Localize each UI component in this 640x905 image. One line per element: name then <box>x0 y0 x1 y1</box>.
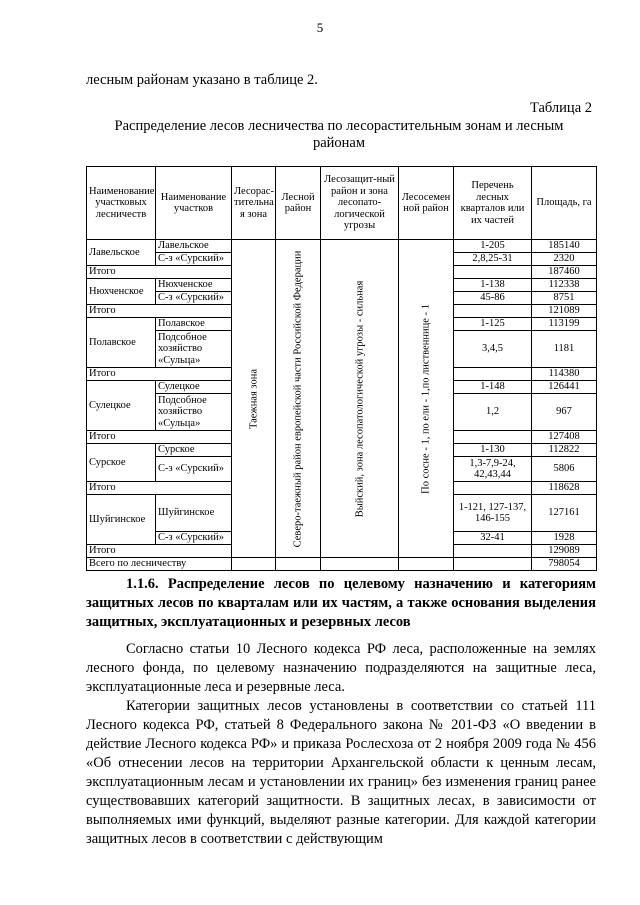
quarters: 1-205 <box>454 240 532 253</box>
header-protect: Лесозащит-ный район и зона лесопато-логической угрозы <box>321 167 399 240</box>
area: 112338 <box>532 279 597 292</box>
protect-cell <box>321 240 399 558</box>
page-number: 5 <box>316 20 324 35</box>
header-plot: Наименование участков <box>156 167 232 240</box>
header-region: Лесной район <box>276 167 321 240</box>
header-seed: Лесосемен ной район <box>399 167 454 240</box>
table-caption: Таблица 2 <box>529 100 592 116</box>
plot-name: Нюхченское <box>156 279 232 292</box>
area: 967 <box>532 394 597 431</box>
quarters <box>454 545 532 558</box>
intro-line: лесным районам указано в таблице 2. <box>86 72 318 88</box>
seed-cell <box>399 240 454 558</box>
table-title: Распределение лесов лесничества по лесорастительным зонам и лесным районам <box>114 118 564 151</box>
plot-name: Подсобное хозяйство «Сульца» <box>156 394 232 431</box>
quarters: 1-130 <box>454 444 532 457</box>
area: 1928 <box>532 532 597 545</box>
protect-text: Выйский, зона лесопатологической угрозы - сильная <box>353 280 365 517</box>
subtotal-area: 114380 <box>532 368 597 381</box>
paragraph: Категории защитных лесов установлены в соответствии со статьей 111 Лесного кодекса РФ, статьей 8 Федерального закона № 201-ФЗ «О введении в действие Лесного кодекса РФ» и приказа Рослесхоза от 2 ноября 2009 года № 456 «Об отнесении лесов на территории Архангельской области к ценным лесам, эксплуатационным лесам и установлении их границ» без изменения границ ранее существовавших категорий защитности. В защитных лесах, в зависимости от выполняемых ими функций, выделяют разные категории. Для каждой категории защитных лесов в соответствии с действующим <box>86 698 596 847</box>
header-forestry: Наименование участковых лесничеств <box>87 167 156 240</box>
subtotal-area: 121089 <box>532 305 597 318</box>
empty-cell <box>232 558 276 571</box>
plot-name: Сурское <box>156 444 232 457</box>
quarters <box>454 368 532 381</box>
grand-total-label: Всего по лесничеству <box>87 558 232 571</box>
forestry-name: Лавельское <box>87 240 156 266</box>
plot-name: Подсобное хозяйство «Сульца» <box>156 331 232 368</box>
subtotal-label: Итого <box>87 266 232 279</box>
grand-total-row <box>87 558 597 571</box>
quarters: 1,2 <box>454 394 532 431</box>
area: 2320 <box>532 253 597 266</box>
empty-cell <box>454 558 532 571</box>
paragraph: Согласно статьи 10 Лесного кодекса РФ леса, расположенные на землях лесного фонда, по целевому назначению подразделяются на защитные леса, эксплуатационные леса и резервные леса. <box>86 641 596 695</box>
plot-name: С-з «Сурский» <box>156 532 232 545</box>
quarters: 3,4,5 <box>454 331 532 368</box>
forestry-name: Сурское <box>87 444 156 482</box>
quarters: 1-125 <box>454 318 532 331</box>
area: 1181 <box>532 331 597 368</box>
empty-cell <box>276 558 321 571</box>
plot-name: Шуйгинское <box>156 495 232 532</box>
region-text: Северо-таежный район европейской части Российской Федерации <box>292 250 304 547</box>
empty-cell <box>399 558 454 571</box>
area: 112822 <box>532 444 597 457</box>
area: 113199 <box>532 318 597 331</box>
subtotal-label: Итого <box>87 368 232 381</box>
subtotal-label: Итого <box>87 545 232 558</box>
zone-text: Таежная зона <box>247 368 259 429</box>
header-quarters: Перечень лесных кварталов или их частей <box>454 167 532 240</box>
header-area: Площадь, га <box>532 167 597 240</box>
quarters: 2,8,25-31 <box>454 253 532 266</box>
quarters <box>454 482 532 495</box>
area: 127161 <box>532 495 597 532</box>
table-header-row <box>87 167 597 240</box>
quarters: 45-86 <box>454 292 532 305</box>
plot-name: Полавское <box>156 318 232 331</box>
quarters: 1-148 <box>454 381 532 394</box>
subtotal-label: Итого <box>87 305 232 318</box>
quarters <box>454 266 532 279</box>
subtotal-area: 129089 <box>532 545 597 558</box>
subtotal-label: Итого <box>87 482 232 495</box>
header-zone: Лесорас-тительна я зона <box>232 167 276 240</box>
area: 126441 <box>532 381 597 394</box>
area: 8751 <box>532 292 597 305</box>
region-cell <box>276 240 321 558</box>
quarters: 1,3-7,9-24, 42,43,44 <box>454 457 532 482</box>
quarters <box>454 431 532 444</box>
quarters: 1-138 <box>454 279 532 292</box>
plot-name: Лавельское <box>156 240 232 253</box>
forestry-name: Сулецкое <box>87 381 156 431</box>
quarters <box>454 305 532 318</box>
quarters: 32-41 <box>454 532 532 545</box>
area: 185140 <box>532 240 597 253</box>
forestry-name: Полавское <box>87 318 156 368</box>
seed-text: По сосне - 1, по ели - 1,по лиственнице - 1 <box>420 303 432 494</box>
zone-cell <box>232 240 276 558</box>
subtotal-area: 187460 <box>532 266 597 279</box>
forestry-name: Шуйгинское <box>87 495 156 545</box>
subtotal-area: 127408 <box>532 431 597 444</box>
table-row <box>87 240 597 253</box>
plot-name: С-з «Сурский» <box>156 253 232 266</box>
forest-distribution-table <box>86 166 597 571</box>
subtotal-area: 118628 <box>532 482 597 495</box>
empty-cell <box>321 558 399 571</box>
plot-name: Сулецкое <box>156 381 232 394</box>
forestry-name: Нюхченское <box>87 279 156 305</box>
plot-name: С-з «Сурский» <box>156 457 232 482</box>
section-heading-text: 1.1.6. Распределение лесов по целевому назначению и категориям защитных лесов по кварталам или их частям, а также основания выделения защитных, эксплуатационных и резервных лесов <box>86 576 596 630</box>
area: 5806 <box>532 457 597 482</box>
grand-total-area: 798054 <box>532 558 597 571</box>
subtotal-label: Итого <box>87 431 232 444</box>
section-heading <box>86 575 596 632</box>
plot-name: С-з «Сурский» <box>156 292 232 305</box>
quarters: 1-121, 127-137, 146-155 <box>454 495 532 532</box>
